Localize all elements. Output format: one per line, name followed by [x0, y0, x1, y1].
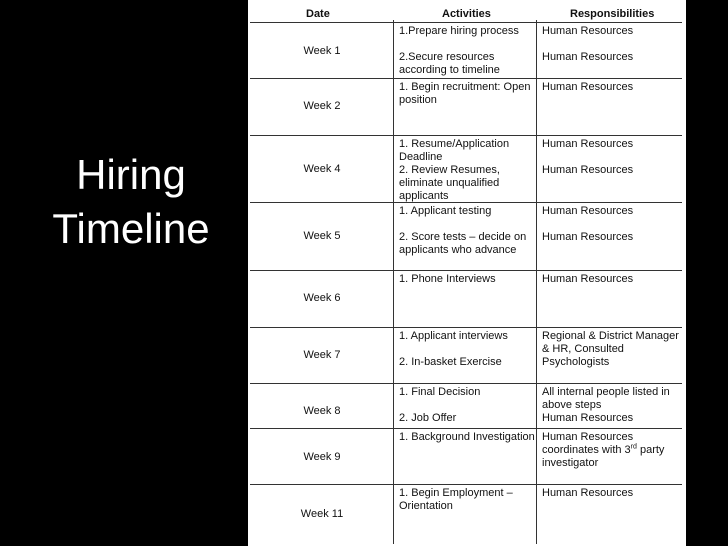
title-line-1: Hiring	[76, 151, 186, 198]
activity-item: 1.Prepare hiring process	[399, 25, 519, 37]
week-label: Week 9	[303, 451, 341, 463]
responsibility-item: Human Resources	[542, 412, 634, 424]
table-row	[250, 327, 682, 384]
responsibility-item: Human Resources	[542, 231, 634, 243]
week-label: Week 1	[303, 45, 341, 57]
responsibility-item: Human Resources	[542, 273, 634, 285]
week-label: Week 11	[300, 508, 344, 520]
week-label: Week 8	[303, 405, 341, 417]
table-row	[250, 135, 682, 203]
table-row	[250, 383, 682, 429]
responsibility-item: Human Resources	[542, 487, 634, 499]
responsibility-item: Regional & District Manager & HR, Consulted Psychologists	[542, 330, 679, 368]
week-label: Week 5	[303, 230, 341, 242]
activity-item: 1. Applicant testing	[399, 205, 492, 217]
responsibility-item: Human Resources coordinates with 3rd party investigator	[542, 431, 665, 469]
table-row	[250, 428, 682, 485]
activity-item: 1. Resume/Application Deadline	[399, 138, 510, 163]
table-row	[250, 22, 682, 79]
activity-item: 1. Applicant interviews	[399, 330, 508, 342]
table-row	[250, 78, 682, 136]
title-line-2: Timeline	[52, 205, 210, 252]
activity-item: 1. Begin Employment – Orientation	[399, 487, 513, 512]
table-row	[250, 484, 682, 543]
ordinal-suffix: rd	[630, 443, 637, 451]
right-margin	[686, 0, 728, 546]
week-label: Week 6	[303, 292, 341, 304]
responsibility-item: Human Resources	[542, 138, 634, 150]
week-label: Week 2	[303, 100, 341, 112]
header-activities: Activities	[442, 8, 491, 20]
activity-item: 1. Phone Interviews	[399, 273, 496, 285]
responsibility-item: Human Resources	[542, 164, 634, 176]
table-row	[250, 270, 682, 328]
activity-item: 1. Background Investigation	[399, 431, 535, 443]
responsibility-item: Human Resources	[542, 205, 634, 217]
table-row	[250, 202, 682, 271]
header-responsibilities: Responsibilities	[570, 8, 655, 20]
activity-item: 2. Review Resumes, eliminate unqualified applicants	[399, 164, 500, 202]
week-label: Week 4	[303, 163, 341, 175]
header-date: Date	[306, 8, 330, 20]
slide-title	[0, 148, 262, 256]
responsibility-item: Human Resources	[542, 81, 634, 93]
activity-item: 1. Final Decision	[399, 386, 481, 398]
responsibility-item: All internal people listed in above steps	[542, 386, 670, 411]
week-label: Week 7	[303, 349, 341, 361]
activity-item: 1. Begin recruitment: Open position	[399, 81, 531, 106]
activity-item: 2. In-basket Exercise	[399, 356, 502, 368]
activity-item: 2.Secure resources according to timeline	[399, 51, 500, 76]
activity-item: 2. Score tests – decide on applicants who advance	[399, 231, 527, 256]
responsibility-item: Human Resources	[542, 51, 634, 63]
responsibility-item: Human Resources	[542, 25, 634, 37]
activity-item: 2. Job Offer	[399, 412, 457, 424]
